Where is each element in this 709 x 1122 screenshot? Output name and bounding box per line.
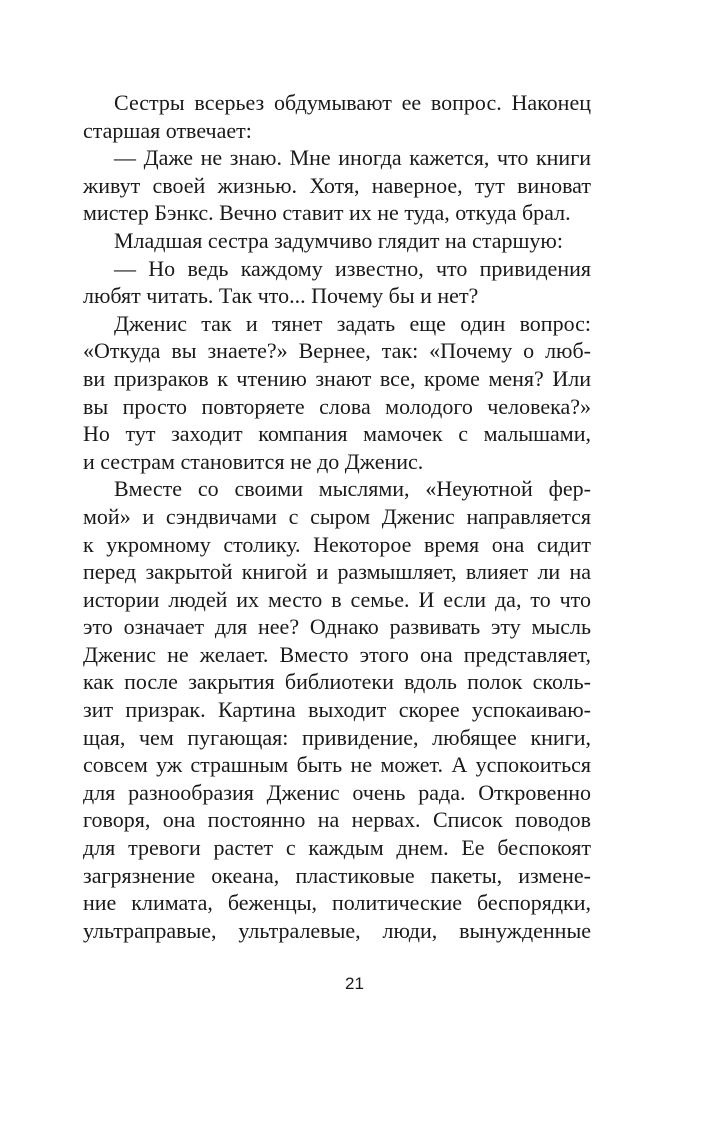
text-line: как после закрытия библиотеки вдоль полок сколь- (83, 669, 591, 695)
text-line: щая, чем пугающая: привидение, любящее книги, (83, 724, 591, 750)
text-line: Сестры всерьез обдумывают ее вопрос. Наконец (114, 90, 591, 115)
page-number: 21 (345, 974, 364, 993)
text-line: говоря, она постоянно на нервах. Список поводов (83, 807, 591, 833)
text-line: к укромному столику. Некоторое время она сидит (83, 531, 591, 557)
text-line: для тревоги растет с каждым днем. Ее беспокоят (83, 835, 591, 861)
text-line: истории людей их место в семье. И если да, то что (83, 586, 591, 612)
text-line: — Даже не знаю. Мне иногда кажется, что книги (114, 145, 591, 171)
text-line: Дженис не желает. Вместо этого она представляет, (83, 641, 591, 667)
text-line: и сестрам становится не до Дженис. (83, 448, 424, 474)
text-line: Дженис так и тянет задать еще один вопрос: (114, 310, 591, 336)
text-line: — Но ведь каждому известно, что привидения (114, 255, 591, 281)
text-line: старшая отвечает: (83, 117, 252, 143)
text-line: мой» и сэндвичами с сыром Дженис направляется (83, 503, 591, 529)
text-line: мистер Бэнкс. Вечно ставит их не туда, откуда брал. (83, 200, 571, 226)
text-line: живут своей жизнью. Хотя, наверное, тут виноват (83, 172, 591, 198)
text-line: Вместе со своими мыслями, «Неуютной фер- (114, 476, 591, 502)
text-line: любят читать. Так что... Почему бы и нет? (83, 283, 479, 309)
text-line: Младшая сестра задумчиво глядит на старшую: (114, 227, 563, 253)
text-line: ние климата, беженцы, политические беспорядки, (83, 890, 591, 916)
text-line: зит призрак. Картина выходит скорее успокаиваю- (83, 697, 591, 723)
text-line: ви призраков к чтению знают все, кроме меня? Или (83, 365, 591, 391)
text-line: загрязнение океана, пластиковые пакеты, измене- (83, 862, 591, 888)
text-line: совсем уж страшным быть не может. А успокоиться (83, 752, 591, 778)
text-line: вы просто повторяете слова молодого человека?» (83, 393, 591, 419)
body-text (83, 89, 591, 944)
text-line: для разнообразия Дженис очень рада. Откровенно (83, 779, 591, 805)
text-line: Но тут заходит компания мамочек с малышами, (83, 421, 591, 447)
text-line: «Откуда вы знаете?» Вернее, так: «Почему о люб- (83, 338, 591, 364)
text-line: это означает для нее? Однако развивать эту мысль (83, 614, 591, 640)
text-line: ультраправые, ультралевые, люди, вынужденные (83, 917, 591, 943)
text-line: перед закрытой книгой и размышляет, влияет ли на (83, 559, 591, 585)
